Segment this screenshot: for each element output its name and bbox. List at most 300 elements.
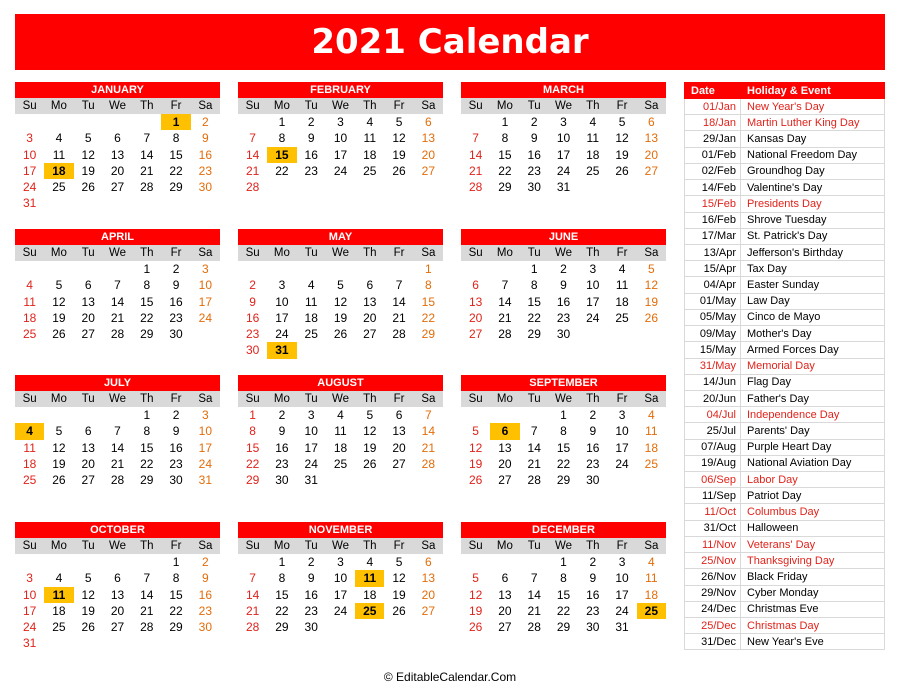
day-cell: 28 bbox=[140, 180, 154, 194]
day-cell: 19 bbox=[392, 147, 406, 162]
day-grid bbox=[461, 261, 666, 342]
day-cell: 1 bbox=[530, 262, 538, 276]
day-cell: 10 bbox=[556, 131, 571, 146]
day-cell: 13 bbox=[81, 294, 95, 309]
holiday-date: 31/Dec bbox=[685, 634, 741, 650]
holiday-row bbox=[685, 455, 885, 471]
day-cell: 16 bbox=[198, 147, 213, 162]
weekday-label: Fr bbox=[393, 247, 405, 259]
day-cell: 3 bbox=[202, 408, 209, 422]
day-cell: 6 bbox=[648, 115, 655, 129]
day-cell: 12 bbox=[363, 424, 377, 439]
weekday-label: Th bbox=[586, 540, 600, 552]
day-cell: 10 bbox=[615, 571, 629, 586]
weekday-label: We bbox=[331, 393, 350, 405]
holiday-event: Veterans' Day bbox=[741, 536, 885, 552]
day-cell: 2 bbox=[589, 408, 597, 422]
day-cell: 6 bbox=[490, 423, 519, 439]
empty-cell bbox=[44, 554, 73, 570]
weekday-label: We bbox=[554, 540, 573, 552]
day-cell: 21 bbox=[498, 310, 512, 325]
weekday-label: Tu bbox=[304, 540, 318, 552]
day-cell: 26 bbox=[81, 620, 95, 634]
weekday-label: Sa bbox=[644, 100, 659, 112]
month-name: FEBRUARY bbox=[238, 82, 443, 98]
holiday-event: New Year's Eve bbox=[741, 634, 885, 650]
holiday-row bbox=[685, 358, 885, 374]
empty-cell bbox=[520, 554, 549, 570]
holiday-row bbox=[685, 180, 885, 196]
day-cell: 9 bbox=[202, 131, 209, 146]
empty-cell bbox=[384, 261, 413, 277]
day-cell: 4 bbox=[366, 555, 374, 569]
day-cell: 29 bbox=[498, 180, 512, 194]
day-cell: 21 bbox=[245, 163, 260, 178]
empty-cell bbox=[520, 407, 549, 423]
empty-cell bbox=[490, 407, 519, 423]
day-cell: 27 bbox=[644, 163, 659, 178]
day-cell: 5 bbox=[55, 424, 63, 439]
day-cell: 2 bbox=[530, 115, 538, 129]
day-cell: 22 bbox=[556, 456, 571, 471]
day-cell: 20 bbox=[110, 603, 125, 618]
holiday-row bbox=[685, 569, 885, 585]
empty-cell bbox=[326, 261, 355, 277]
day-cell: 15 bbox=[169, 147, 183, 162]
day-cell: 3 bbox=[278, 278, 286, 293]
day-cell: 3 bbox=[202, 262, 209, 276]
day-cell: 15 bbox=[556, 440, 571, 455]
day-cell: 5 bbox=[472, 424, 479, 439]
day-cell: 28 bbox=[498, 327, 512, 341]
holiday-date: 31/May bbox=[685, 358, 741, 374]
day-cell: 23 bbox=[169, 456, 183, 471]
day-cell: 2 bbox=[307, 115, 315, 129]
day-cell: 22 bbox=[421, 310, 436, 325]
day-cell: 10 bbox=[333, 571, 348, 586]
day-cell: 6 bbox=[425, 555, 432, 569]
holiday-event: Law Day bbox=[741, 293, 885, 309]
weekday-label: Sa bbox=[421, 100, 436, 112]
weekday-label: Th bbox=[586, 393, 600, 405]
day-cell: 16 bbox=[556, 294, 571, 309]
day-cell: 4 bbox=[337, 408, 344, 422]
day-cell: 19 bbox=[363, 440, 377, 455]
month-name: SEPTEMBER bbox=[461, 375, 666, 391]
day-cell: 6 bbox=[114, 131, 121, 146]
month-january bbox=[15, 82, 220, 212]
holiday-date: 01/Feb bbox=[685, 147, 741, 163]
day-cell: 7 bbox=[501, 278, 509, 293]
day-cell: 26 bbox=[363, 456, 377, 471]
day-cell: 18 bbox=[363, 147, 377, 162]
weekday-header-row bbox=[461, 538, 666, 554]
day-cell: 31 bbox=[22, 196, 37, 211]
day-cell: 2 bbox=[172, 408, 180, 422]
holiday-row bbox=[685, 504, 885, 520]
empty-cell bbox=[103, 114, 132, 130]
day-cell: 20 bbox=[468, 310, 483, 325]
day-cell: 30 bbox=[586, 620, 600, 634]
month-name: JANUARY bbox=[15, 82, 220, 98]
day-cell: 8 bbox=[249, 424, 256, 439]
day-cell: 24 bbox=[22, 180, 37, 194]
holiday-row bbox=[685, 342, 885, 358]
day-cell: 27 bbox=[81, 473, 95, 487]
day-cell: 8 bbox=[425, 278, 432, 293]
holiday-row bbox=[685, 488, 885, 504]
day-cell: 30 bbox=[275, 473, 289, 487]
day-cell: 22 bbox=[527, 310, 541, 325]
day-cell: 29 bbox=[169, 620, 183, 634]
day-grid bbox=[238, 261, 443, 359]
holiday-row bbox=[685, 196, 885, 212]
month-may bbox=[238, 229, 443, 359]
day-cell: 12 bbox=[468, 440, 483, 455]
holiday-date: 14/Jun bbox=[685, 374, 741, 390]
weekday-label: Sa bbox=[198, 100, 213, 112]
holiday-row bbox=[685, 553, 885, 569]
day-cell: 25 bbox=[644, 456, 659, 471]
day-cell: 22 bbox=[556, 603, 571, 618]
holiday-row bbox=[685, 634, 885, 650]
day-cell: 20 bbox=[81, 310, 95, 325]
day-cell: 22 bbox=[498, 163, 512, 178]
day-cell: 22 bbox=[169, 163, 183, 178]
holiday-event: National Freedom Day bbox=[741, 147, 885, 163]
day-cell: 19 bbox=[615, 147, 629, 162]
day-cell: 20 bbox=[81, 456, 95, 471]
month-june bbox=[461, 229, 666, 342]
holiday-date: 16/Feb bbox=[685, 212, 741, 228]
day-cell: 30 bbox=[304, 620, 318, 634]
day-grid bbox=[15, 554, 220, 652]
day-cell: 25 bbox=[22, 327, 37, 341]
day-cell: 21 bbox=[140, 163, 154, 178]
day-cell: 14 bbox=[392, 294, 406, 309]
day-cell: 9 bbox=[307, 571, 315, 586]
day-cell: 13 bbox=[498, 587, 512, 602]
holiday-event: Martin Luther King Day bbox=[741, 115, 885, 131]
weekday-label: Tu bbox=[527, 100, 541, 112]
day-cell: 22 bbox=[275, 163, 289, 178]
holiday-event: Columbus Day bbox=[741, 504, 885, 520]
empty-cell bbox=[15, 407, 44, 423]
day-cell: 19 bbox=[81, 603, 95, 618]
holiday-date: 13/Apr bbox=[685, 244, 741, 260]
day-cell: 22 bbox=[275, 603, 289, 618]
holiday-date: 04/Apr bbox=[685, 277, 741, 293]
weekday-label: Sa bbox=[198, 247, 213, 259]
day-cell: 29 bbox=[556, 620, 571, 634]
day-cell: 21 bbox=[110, 310, 125, 325]
day-cell: 16 bbox=[275, 440, 289, 455]
holiday-event: Armed Forces Day bbox=[741, 342, 885, 358]
holiday-event: Labor Day bbox=[741, 472, 885, 488]
day-cell: 14 bbox=[498, 294, 512, 309]
day-cell: 20 bbox=[498, 456, 512, 471]
day-cell: 7 bbox=[472, 131, 479, 146]
day-cell: 8 bbox=[560, 424, 567, 439]
holiday-event: New Year's Day bbox=[741, 99, 885, 115]
weekday-label: Tu bbox=[81, 247, 95, 259]
weekday-label: Fr bbox=[170, 247, 182, 259]
day-cell: 6 bbox=[501, 571, 509, 586]
day-cell: 14 bbox=[468, 147, 483, 162]
day-cell: 26 bbox=[52, 327, 66, 341]
weekday-label: Fr bbox=[170, 540, 182, 552]
holiday-row bbox=[685, 618, 885, 634]
holiday-row bbox=[685, 439, 885, 455]
day-cell: 11 bbox=[355, 570, 384, 586]
day-cell: 16 bbox=[304, 147, 318, 162]
day-cell: 3 bbox=[589, 262, 597, 276]
holiday-row bbox=[685, 115, 885, 131]
holiday-row bbox=[685, 277, 885, 293]
holiday-event: Mother's Day bbox=[741, 326, 885, 342]
weekday-label: Su bbox=[468, 393, 483, 405]
day-cell: 26 bbox=[644, 310, 659, 325]
day-cell: 8 bbox=[172, 571, 180, 586]
holiday-date: 20/Jun bbox=[685, 390, 741, 406]
day-cell: 17 bbox=[275, 310, 289, 325]
day-cell: 29 bbox=[527, 327, 541, 341]
day-cell: 4 bbox=[307, 278, 315, 293]
day-cell: 3 bbox=[337, 555, 344, 569]
empty-cell bbox=[461, 554, 490, 570]
day-cell: 14 bbox=[527, 440, 541, 455]
day-cell: 9 bbox=[172, 278, 180, 293]
day-cell: 6 bbox=[425, 115, 432, 129]
holiday-date: 09/May bbox=[685, 326, 741, 342]
day-cell: 25 bbox=[615, 310, 629, 325]
day-cell: 9 bbox=[560, 278, 567, 293]
empty-cell bbox=[103, 554, 132, 570]
day-cell: 13 bbox=[81, 440, 95, 455]
holiday-row bbox=[685, 520, 885, 536]
day-cell: 24 bbox=[304, 456, 318, 471]
day-cell: 27 bbox=[421, 163, 436, 178]
month-march bbox=[461, 82, 666, 195]
day-cell: 27 bbox=[81, 327, 95, 341]
empty-cell bbox=[15, 261, 44, 277]
weekday-label: Tu bbox=[527, 247, 541, 259]
day-cell: 17 bbox=[304, 440, 318, 455]
day-cell: 15 bbox=[498, 147, 512, 162]
day-cell: 5 bbox=[472, 571, 479, 586]
empty-cell bbox=[238, 261, 267, 277]
holiday-event: Presidents Day bbox=[741, 196, 885, 212]
holiday-event: Cyber Monday bbox=[741, 585, 885, 601]
day-cell: 17 bbox=[22, 163, 37, 178]
weekday-header-row bbox=[238, 245, 443, 261]
holiday-date: 11/Sep bbox=[685, 488, 741, 504]
holiday-row bbox=[685, 163, 885, 179]
holiday-date: 26/Nov bbox=[685, 569, 741, 585]
day-cell: 7 bbox=[530, 571, 538, 586]
day-cell: 4 bbox=[55, 571, 63, 586]
day-cell: 4 bbox=[55, 131, 63, 146]
day-cell: 15 bbox=[245, 440, 260, 455]
holiday-row bbox=[685, 131, 885, 147]
weekday-header-row bbox=[15, 538, 220, 554]
day-cell: 19 bbox=[333, 310, 348, 325]
day-cell: 12 bbox=[615, 131, 629, 146]
day-cell: 27 bbox=[421, 603, 436, 618]
day-cell: 12 bbox=[644, 278, 659, 293]
day-cell: 19 bbox=[52, 310, 66, 325]
day-grid bbox=[238, 554, 443, 635]
day-cell: 2 bbox=[278, 408, 286, 422]
holiday-event: Cinco de Mayo bbox=[741, 309, 885, 325]
day-cell: 11 bbox=[586, 131, 600, 146]
day-cell: 26 bbox=[468, 620, 483, 634]
day-cell: 10 bbox=[198, 424, 213, 439]
day-cell: 6 bbox=[84, 424, 92, 439]
weekday-label: Fr bbox=[170, 393, 182, 405]
day-cell: 13 bbox=[421, 131, 436, 146]
month-name: DECEMBER bbox=[461, 522, 666, 538]
date-column-header: Date bbox=[685, 83, 741, 99]
day-cell: 30 bbox=[245, 343, 260, 358]
day-cell: 20 bbox=[363, 310, 377, 325]
day-cell: 15 bbox=[169, 587, 183, 602]
day-cell: 14 bbox=[110, 440, 125, 455]
day-cell: 1 bbox=[143, 408, 151, 422]
day-cell: 4 bbox=[648, 408, 655, 422]
holiday-row bbox=[685, 407, 885, 423]
day-cell: 16 bbox=[304, 587, 318, 602]
day-cell: 14 bbox=[245, 147, 260, 162]
day-cell: 31 bbox=[22, 636, 37, 651]
day-cell: 23 bbox=[556, 310, 571, 325]
empty-cell bbox=[238, 554, 267, 570]
day-grid bbox=[461, 114, 666, 195]
month-december bbox=[461, 522, 666, 635]
day-cell: 30 bbox=[169, 327, 183, 341]
day-cell: 18 bbox=[586, 147, 600, 162]
day-cell: 7 bbox=[530, 424, 538, 439]
day-cell: 23 bbox=[169, 310, 183, 325]
month-name: OCTOBER bbox=[15, 522, 220, 538]
event-column-header: Holiday & Event bbox=[741, 83, 885, 99]
day-cell: 26 bbox=[468, 473, 483, 487]
day-cell: 24 bbox=[22, 620, 37, 634]
day-cell: 11 bbox=[44, 587, 73, 603]
day-cell: 30 bbox=[198, 620, 213, 634]
day-cell: 21 bbox=[527, 603, 541, 618]
holiday-event: Valentine's Day bbox=[741, 180, 885, 196]
weekday-label: Mo bbox=[496, 540, 513, 552]
weekday-label: Mo bbox=[496, 393, 513, 405]
day-cell: 2 bbox=[202, 115, 209, 129]
day-cell: 1 bbox=[249, 408, 256, 422]
day-cell: 30 bbox=[586, 473, 600, 487]
weekday-label: Tu bbox=[304, 247, 318, 259]
holiday-row bbox=[685, 228, 885, 244]
day-cell: 28 bbox=[392, 327, 406, 341]
day-cell: 13 bbox=[421, 571, 436, 586]
day-cell: 29 bbox=[140, 473, 154, 487]
day-cell: 26 bbox=[392, 603, 406, 618]
weekday-label: Mo bbox=[273, 247, 290, 259]
day-cell: 1 bbox=[278, 555, 286, 569]
day-cell: 21 bbox=[468, 163, 483, 178]
day-cell: 11 bbox=[52, 147, 66, 162]
day-cell: 18 bbox=[644, 587, 659, 602]
day-cell: 11 bbox=[615, 278, 629, 293]
day-cell: 12 bbox=[392, 131, 406, 146]
day-cell: 27 bbox=[468, 327, 483, 341]
weekday-label: Tu bbox=[304, 100, 318, 112]
day-cell: 5 bbox=[648, 262, 655, 276]
weekday-label: Mo bbox=[50, 247, 67, 259]
holiday-date: 25/Nov bbox=[685, 553, 741, 569]
day-cell: 28 bbox=[527, 620, 541, 634]
empty-cell bbox=[44, 261, 73, 277]
day-cell: 15 bbox=[267, 147, 296, 163]
weekday-label: Sa bbox=[421, 540, 436, 552]
holiday-date: 17/Mar bbox=[685, 228, 741, 244]
day-cell: 31 bbox=[304, 473, 318, 487]
day-cell: 18 bbox=[52, 603, 66, 618]
day-cell: 9 bbox=[589, 424, 597, 439]
weekday-label: Fr bbox=[616, 100, 628, 112]
day-cell: 23 bbox=[198, 603, 213, 618]
holiday-row bbox=[685, 585, 885, 601]
weekday-label: We bbox=[108, 393, 127, 405]
holiday-event: Easter Sunday bbox=[741, 277, 885, 293]
weekday-label: Mo bbox=[50, 393, 67, 405]
weekday-header-row bbox=[238, 538, 443, 554]
day-cell: 14 bbox=[527, 587, 541, 602]
weekday-label: Tu bbox=[81, 540, 95, 552]
weekday-label: Th bbox=[140, 540, 154, 552]
day-cell: 2 bbox=[172, 262, 180, 276]
month-name: APRIL bbox=[15, 229, 220, 245]
day-cell: 25 bbox=[333, 456, 348, 471]
day-cell: 7 bbox=[249, 131, 256, 146]
holiday-event: Flag Day bbox=[741, 374, 885, 390]
day-cell: 22 bbox=[245, 456, 260, 471]
holiday-row bbox=[685, 212, 885, 228]
day-cell: 25 bbox=[586, 163, 600, 178]
holiday-row bbox=[685, 601, 885, 617]
day-cell: 5 bbox=[366, 408, 374, 422]
day-cell: 5 bbox=[395, 555, 403, 569]
holiday-event: Memorial Day bbox=[741, 358, 885, 374]
day-cell: 22 bbox=[169, 603, 183, 618]
weekday-label: Fr bbox=[393, 540, 405, 552]
holiday-row bbox=[685, 147, 885, 163]
day-cell: 28 bbox=[468, 180, 483, 194]
day-cell: 3 bbox=[26, 131, 33, 146]
holiday-table-header bbox=[685, 83, 885, 99]
weekday-label: Tu bbox=[81, 393, 95, 405]
day-cell: 23 bbox=[245, 327, 260, 341]
day-cell: 2 bbox=[560, 262, 567, 276]
day-cell: 23 bbox=[275, 456, 289, 471]
day-cell: 21 bbox=[245, 603, 260, 618]
weekday-label: Fr bbox=[616, 540, 628, 552]
day-cell: 23 bbox=[527, 163, 541, 178]
day-cell: 1 bbox=[425, 262, 432, 276]
day-cell: 18 bbox=[22, 310, 37, 325]
day-cell: 21 bbox=[110, 456, 125, 471]
day-cell: 17 bbox=[198, 440, 213, 455]
weekday-label: Su bbox=[468, 247, 483, 259]
holiday-row bbox=[685, 390, 885, 406]
